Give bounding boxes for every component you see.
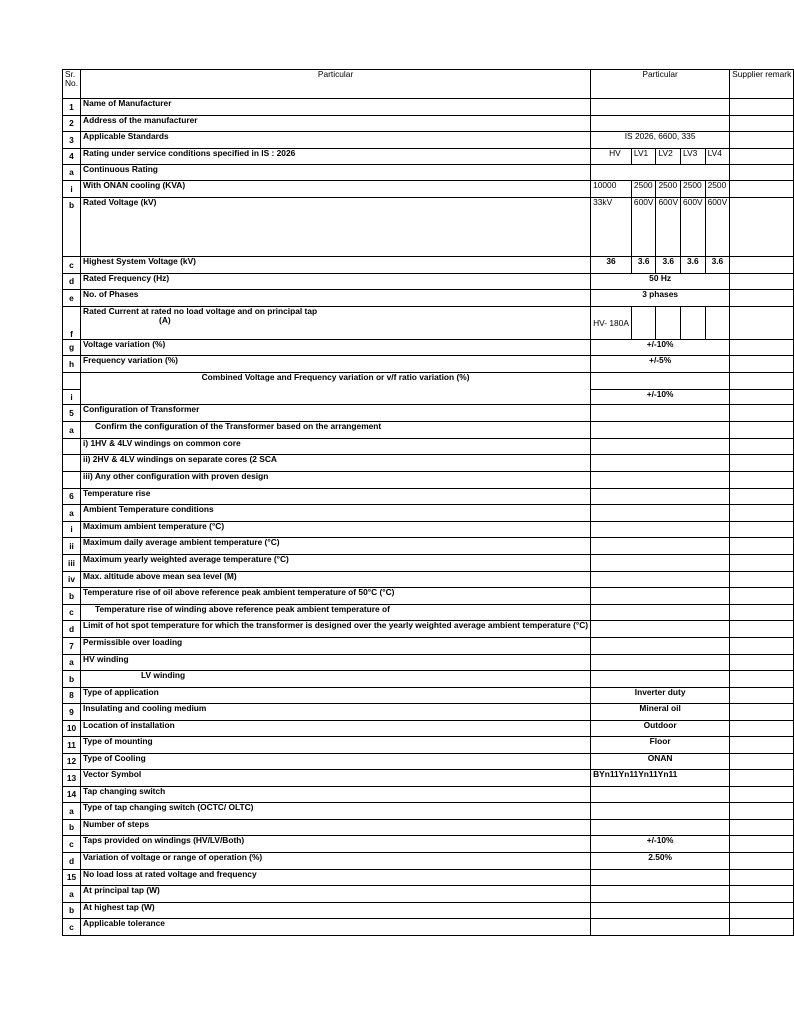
row-number: i	[63, 522, 81, 538]
supplier-remark-cell[interactable]	[730, 572, 794, 588]
table-row	[63, 439, 794, 455]
table-row	[63, 307, 794, 340]
supplier-remark-cell[interactable]	[730, 787, 794, 803]
row-value	[591, 655, 730, 671]
supplier-remark-cell[interactable]	[730, 373, 794, 390]
row-label: Type of tap changing switch (OCTC/ OLTC)	[81, 803, 591, 820]
table-row	[63, 455, 794, 472]
supplier-remark-cell[interactable]	[730, 116, 794, 132]
supplier-remark-cell[interactable]	[730, 853, 794, 870]
table-row	[63, 605, 794, 621]
row-number: 6	[63, 489, 81, 505]
row-value	[591, 439, 730, 455]
row-number: iv	[63, 572, 81, 588]
table-row	[63, 903, 794, 919]
row-label: Rated Frequency (Hz)	[81, 274, 591, 290]
value-lv4: 600V	[705, 198, 730, 257]
row-value	[591, 373, 730, 390]
table-row	[63, 919, 794, 936]
value-lv4: 3.6	[705, 257, 730, 274]
row-number: 8	[63, 688, 81, 704]
value-lv4: 2500	[705, 181, 730, 198]
supplier-remark-cell[interactable]	[730, 439, 794, 455]
row-label: Vector Symbol	[81, 770, 591, 787]
row-label	[81, 373, 591, 405]
supplier-remark-cell[interactable]	[730, 538, 794, 555]
row-value	[591, 787, 730, 803]
row-number: a	[63, 886, 81, 903]
supplier-remark-cell[interactable]	[730, 870, 794, 886]
row-label-text: Rated Current at rated no load voltage and on principal tap	[83, 306, 318, 316]
row-label: Maximum yearly weighted average temperature (°C)	[81, 555, 591, 572]
row-value	[591, 472, 730, 489]
table-row	[63, 770, 794, 787]
row-value	[591, 522, 730, 538]
table-row	[63, 721, 794, 737]
table-row	[63, 99, 794, 116]
row-number: iii	[63, 555, 81, 572]
row-value	[591, 455, 730, 472]
sub-header-lv4: LV4	[705, 149, 730, 165]
value-hv: 33kV	[591, 198, 632, 257]
value-lv1: 2500	[631, 181, 656, 198]
row-value: Inverter duty	[591, 688, 730, 704]
row-label: Type of mounting	[81, 737, 591, 754]
row-number: 1	[63, 99, 81, 116]
row-value: +/-5%	[591, 356, 730, 373]
row-value	[591, 803, 730, 820]
row-label: Applicable tolerance	[81, 919, 591, 936]
row-value	[591, 870, 730, 886]
sub-header-lv3: LV3	[681, 149, 706, 165]
row-label: Confirm the configuration of the Transformer based on the arrangement	[81, 422, 591, 439]
row-value: +/-10%	[591, 836, 730, 853]
value-lv2: 3.6	[656, 257, 681, 274]
row-number: 5	[63, 405, 81, 422]
row-number: a	[63, 655, 81, 671]
value-lv2: 2500	[656, 181, 681, 198]
row-value	[591, 489, 730, 505]
supplier-remark-cell[interactable]	[730, 903, 794, 919]
value-lv1: 3.6	[631, 257, 656, 274]
supplier-remark-cell[interactable]	[730, 99, 794, 116]
row-value: Floor	[591, 737, 730, 754]
value-lv3: 2500	[681, 181, 706, 198]
row-label: Highest System Voltage (kV)	[81, 257, 591, 274]
row-label: At principal tap (W)	[81, 886, 591, 903]
value-lv3: 3.6	[681, 257, 706, 274]
table-row	[63, 274, 794, 290]
supplier-remark-cell[interactable]	[730, 307, 794, 340]
row-value: 2.50%	[591, 853, 730, 870]
row-label-unit: (A)	[159, 315, 171, 325]
value-lv1: 600V	[631, 198, 656, 257]
value-hv: HV- 180A	[591, 307, 632, 340]
row-number: 14	[63, 787, 81, 803]
supplier-remark-cell[interactable]	[730, 405, 794, 422]
supplier-remark-cell[interactable]	[730, 754, 794, 770]
supplier-remark-cell[interactable]	[730, 555, 794, 572]
table-row	[63, 886, 794, 903]
supplier-remark-cell[interactable]	[730, 132, 794, 149]
row-number: ii	[63, 538, 81, 555]
row-label: Tap changing switch	[81, 787, 591, 803]
row-number: h	[63, 356, 81, 373]
table-row	[63, 836, 794, 853]
row-label	[81, 307, 591, 340]
row-number: 13	[63, 770, 81, 787]
row-value: Mineral oil	[591, 704, 730, 721]
sub-header-lv2: LV2	[656, 149, 681, 165]
table-row	[63, 181, 794, 198]
table-row	[63, 472, 794, 489]
supplier-remark-cell[interactable]	[730, 803, 794, 820]
table-row	[63, 803, 794, 820]
supplier-remark-cell[interactable]	[730, 356, 794, 373]
supplier-remark-cell[interactable]	[730, 721, 794, 737]
row-label: Location of installation	[81, 721, 591, 737]
row-number	[63, 455, 81, 472]
row-value	[591, 903, 730, 919]
supplier-remark-cell[interactable]	[730, 588, 794, 605]
row-label: Configuration of Transformer	[81, 405, 591, 422]
table-row	[63, 489, 794, 505]
row-label: Continuous Rating	[81, 165, 591, 181]
table-row	[63, 638, 794, 655]
table-row	[63, 853, 794, 870]
table-row	[63, 522, 794, 538]
supplier-remark-cell[interactable]	[730, 770, 794, 787]
row-label: Ambient Temperature conditions	[81, 505, 591, 522]
value-hv: 36	[591, 257, 632, 274]
supplier-remark-cell[interactable]	[730, 390, 794, 405]
row-number: c	[63, 605, 81, 621]
row-label: Max. altitude above mean sea level (M)	[81, 572, 591, 588]
table-row	[63, 704, 794, 721]
row-value: Outdoor	[591, 721, 730, 737]
table-row	[63, 621, 794, 638]
table-row	[63, 257, 794, 274]
table-row	[63, 165, 794, 181]
row-value: ONAN	[591, 754, 730, 770]
table-row	[63, 198, 794, 257]
row-label: ii) 2HV & 4LV windings on separate cores (2 SCA	[81, 455, 591, 472]
row-number	[63, 472, 81, 489]
table-row	[63, 132, 794, 149]
supplier-remark-cell[interactable]	[730, 836, 794, 853]
row-number: b	[63, 820, 81, 836]
row-number	[63, 439, 81, 455]
row-value	[591, 505, 730, 522]
row-value	[591, 638, 730, 655]
supplier-remark-cell[interactable]	[730, 737, 794, 754]
row-number: a	[63, 505, 81, 522]
row-number: b	[63, 903, 81, 919]
row-number: 11	[63, 737, 81, 754]
row-number	[63, 373, 81, 390]
row-label: Type of application	[81, 688, 591, 704]
row-number: a	[63, 165, 81, 181]
table-row	[63, 655, 794, 671]
row-value	[591, 588, 730, 605]
table-row	[63, 538, 794, 555]
row-number: b	[63, 588, 81, 605]
row-number: b	[63, 671, 81, 688]
row-label: No load loss at rated voltage and frequency	[81, 870, 591, 886]
row-value	[591, 572, 730, 588]
supplier-remark-cell[interactable]	[730, 181, 794, 198]
header-srno: Sr. No.	[63, 70, 81, 99]
row-number: c	[63, 836, 81, 853]
row-number: e	[63, 290, 81, 307]
row-number: 12	[63, 754, 81, 770]
supplier-remark-cell[interactable]	[730, 274, 794, 290]
table-row	[63, 373, 794, 390]
table-row	[63, 422, 794, 439]
row-label: Rated Voltage (kV)	[81, 198, 591, 257]
value-lv4	[705, 307, 730, 340]
supplier-remark-cell[interactable]	[730, 886, 794, 903]
supplier-remark-cell[interactable]	[730, 340, 794, 356]
row-number: 2	[63, 116, 81, 132]
row-number: f	[63, 307, 81, 340]
supplier-remark-cell[interactable]	[730, 198, 794, 257]
supplier-remark-cell[interactable]	[730, 688, 794, 704]
value-lv1	[631, 307, 656, 340]
row-label: Maximum ambient temperature (°C)	[81, 522, 591, 538]
table-row	[63, 870, 794, 886]
row-number: c	[63, 257, 81, 274]
row-label: Address of the manufacturer	[81, 116, 591, 132]
row-label: At highest tap (W)	[81, 903, 591, 919]
supplier-remark-cell[interactable]	[730, 455, 794, 472]
row-label: Number of steps	[81, 820, 591, 836]
supplier-remark-cell[interactable]	[730, 671, 794, 688]
table-row	[63, 340, 794, 356]
row-value	[591, 621, 730, 638]
row-value: BYn11Yn11Yn11Yn11	[591, 770, 730, 787]
supplier-remark-cell[interactable]	[730, 919, 794, 936]
row-value	[591, 422, 730, 439]
row-value: +/-10%	[591, 390, 730, 405]
supplier-remark-cell[interactable]	[730, 257, 794, 274]
sub-header-hv: HV	[591, 149, 632, 165]
row-value	[591, 605, 730, 621]
row-label: Variation of voltage or range of operation (%)	[81, 853, 591, 870]
row-label: Frequency variation (%)	[81, 356, 591, 373]
table-row	[63, 737, 794, 754]
table-row	[63, 356, 794, 373]
row-value	[591, 820, 730, 836]
supplier-remark-cell[interactable]	[730, 149, 794, 165]
row-number: 15	[63, 870, 81, 886]
supplier-remark-cell[interactable]	[730, 522, 794, 538]
row-value	[591, 886, 730, 903]
row-label-text: Combined Voltage and Frequency variation or v/f ratio variation (%)	[201, 372, 470, 382]
row-label: Limit of hot spot temperature for which the transformer is designed over the yearly weighted average ambient temperature (°C)	[81, 621, 591, 638]
header-supplier-remark: Supplier remark	[730, 70, 794, 99]
row-number: 9	[63, 704, 81, 721]
table-row	[63, 405, 794, 422]
row-label: Temperature rise	[81, 489, 591, 505]
supplier-remark-cell[interactable]	[730, 621, 794, 638]
row-value	[591, 538, 730, 555]
table-row	[63, 505, 794, 522]
value-lv2	[656, 307, 681, 340]
specification-table	[62, 69, 794, 936]
row-label: Temperature rise of oil above reference peak ambient temperature of 50°C (°C)	[81, 588, 591, 605]
value-lv2: 600V	[656, 198, 681, 257]
row-number: 3	[63, 132, 81, 149]
supplier-remark-cell[interactable]	[730, 704, 794, 721]
supplier-remark-cell[interactable]	[730, 290, 794, 307]
row-label: Rating under service conditions specified in IS : 2026	[81, 149, 591, 165]
table-row	[63, 555, 794, 572]
row-label: Insulating and cooling medium	[81, 704, 591, 721]
row-label: Applicable Standards	[81, 132, 591, 149]
row-value	[591, 116, 730, 132]
sub-header-lv1: LV1	[631, 149, 656, 165]
supplier-remark-cell[interactable]	[730, 505, 794, 522]
value-lv3: 600V	[681, 198, 706, 257]
row-number: d	[63, 853, 81, 870]
table-row	[63, 588, 794, 605]
supplier-remark-cell[interactable]	[730, 165, 794, 181]
row-number: i	[63, 181, 81, 198]
row-label: Maximum daily average ambient temperature (°C)	[81, 538, 591, 555]
value-lv3	[681, 307, 706, 340]
row-number: b	[63, 198, 81, 257]
row-label: Taps provided on windings (HV/LV/Both)	[81, 836, 591, 853]
row-value	[591, 165, 730, 181]
supplier-remark-cell[interactable]	[730, 638, 794, 655]
table-row	[63, 671, 794, 688]
table-row	[63, 820, 794, 836]
supplier-remark-cell[interactable]	[730, 472, 794, 489]
row-value	[591, 405, 730, 422]
row-label: Permissible over loading	[81, 638, 591, 655]
row-value	[591, 671, 730, 688]
row-label: With ONAN cooling (KVA)	[81, 181, 591, 198]
row-label: Temperature rise of winding above reference peak ambient temperature of	[81, 605, 591, 621]
table-row	[63, 572, 794, 588]
row-label: iii) Any other configuration with proven design	[81, 472, 591, 489]
row-label: Type of Cooling	[81, 754, 591, 770]
table-row	[63, 290, 794, 307]
table-row	[63, 688, 794, 704]
value-hv: 10000	[591, 181, 632, 198]
row-label: Name of Manufacturer	[81, 99, 591, 116]
row-value	[591, 99, 730, 116]
row-number: a	[63, 422, 81, 439]
row-value: 50 Hz	[591, 274, 730, 290]
row-value	[591, 555, 730, 572]
row-number: 10	[63, 721, 81, 737]
table-row	[63, 754, 794, 770]
row-label: LV winding	[81, 671, 591, 688]
row-number: c	[63, 919, 81, 936]
supplier-remark-cell[interactable]	[730, 655, 794, 671]
row-value	[591, 919, 730, 936]
table-row	[63, 149, 794, 165]
row-number: d	[63, 274, 81, 290]
row-label: HV winding	[81, 655, 591, 671]
supplier-remark-cell[interactable]	[730, 422, 794, 439]
row-number: a	[63, 803, 81, 820]
row-label: i) 1HV & 4LV windings on common core	[81, 439, 591, 455]
row-label: Voltage variation (%)	[81, 340, 591, 356]
row-number: d	[63, 621, 81, 638]
supplier-remark-cell[interactable]	[730, 820, 794, 836]
row-value: IS 2026, 6600, 335	[591, 132, 730, 149]
row-value: 3 phases	[591, 290, 730, 307]
row-number: g	[63, 340, 81, 356]
row-label: No. of Phases	[81, 290, 591, 307]
row-value: +/-10%	[591, 340, 730, 356]
supplier-remark-cell[interactable]	[730, 605, 794, 621]
table-row	[63, 787, 794, 803]
supplier-remark-cell[interactable]	[730, 489, 794, 505]
row-number: 4	[63, 149, 81, 165]
row-number: i	[63, 390, 81, 405]
row-number: 7	[63, 638, 81, 655]
header-particular-2: Particular	[591, 70, 730, 99]
header-particular: Particular	[81, 70, 591, 99]
header-row	[63, 70, 794, 99]
table-row	[63, 116, 794, 132]
